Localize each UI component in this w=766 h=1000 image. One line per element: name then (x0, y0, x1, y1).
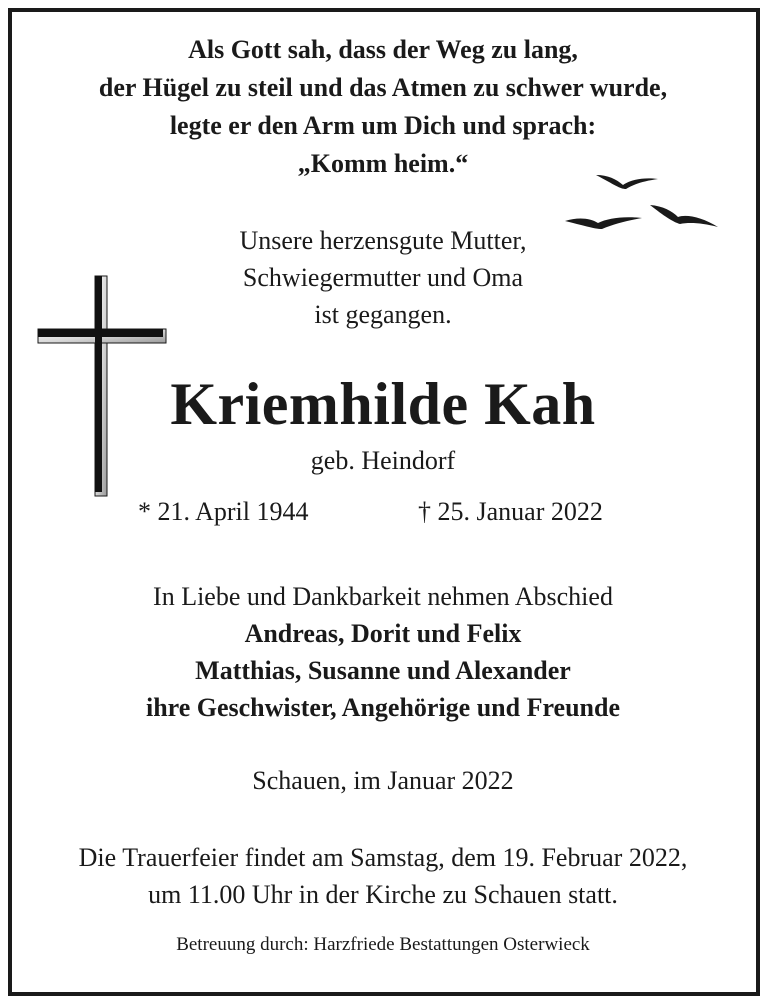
place-date: Schauen, im Januar 2022 (252, 766, 514, 795)
deceased-name: Kriemhilde Kah (170, 371, 596, 437)
deceased-maiden-name: geb. Heindorf (310, 446, 456, 475)
mourners-intro: In Liebe und Dankbarkeit nehmen Abschied (153, 582, 613, 611)
bird-icon-2 (650, 205, 718, 227)
mourners-line-3: ihre Geschwister, Angehörige und Freunde (145, 693, 621, 722)
poem-line-2: der Hügel zu steil und das Atmen zu schwer wurde, (98, 73, 668, 102)
intro-line-2: Schwiegermutter und Oma (242, 263, 524, 292)
service-line-1: Die Trauerfeier findet am Samstag, dem 19. Februar 2022, (78, 843, 688, 872)
death-date: † 25. Januar 2022 (418, 497, 603, 526)
mourners-line-1: Andreas, Dorit und Felix (244, 619, 522, 648)
birth-date: * 21. April 1944 (138, 497, 309, 526)
poem-line-4: „Komm heim.“ (297, 149, 469, 178)
service-line-2: um 11.00 Uhr in der Kirche zu Schauen statt. (148, 880, 618, 909)
intro-line-1: Unsere herzensgute Mutter, (239, 226, 527, 255)
poem-line-1: Als Gott sah, dass der Weg zu lang, (188, 35, 578, 64)
mourners-line-2: Matthias, Susanne und Alexander (195, 656, 571, 685)
bird-icon-1 (596, 175, 658, 189)
funeral-home-credit: Betreuung durch: Harzfriede Bestattungen Osterwieck (176, 934, 590, 955)
intro-line-3: ist gegangen. (314, 300, 452, 329)
poem-line-3: legte er den Arm um Dich und sprach: (169, 111, 597, 140)
